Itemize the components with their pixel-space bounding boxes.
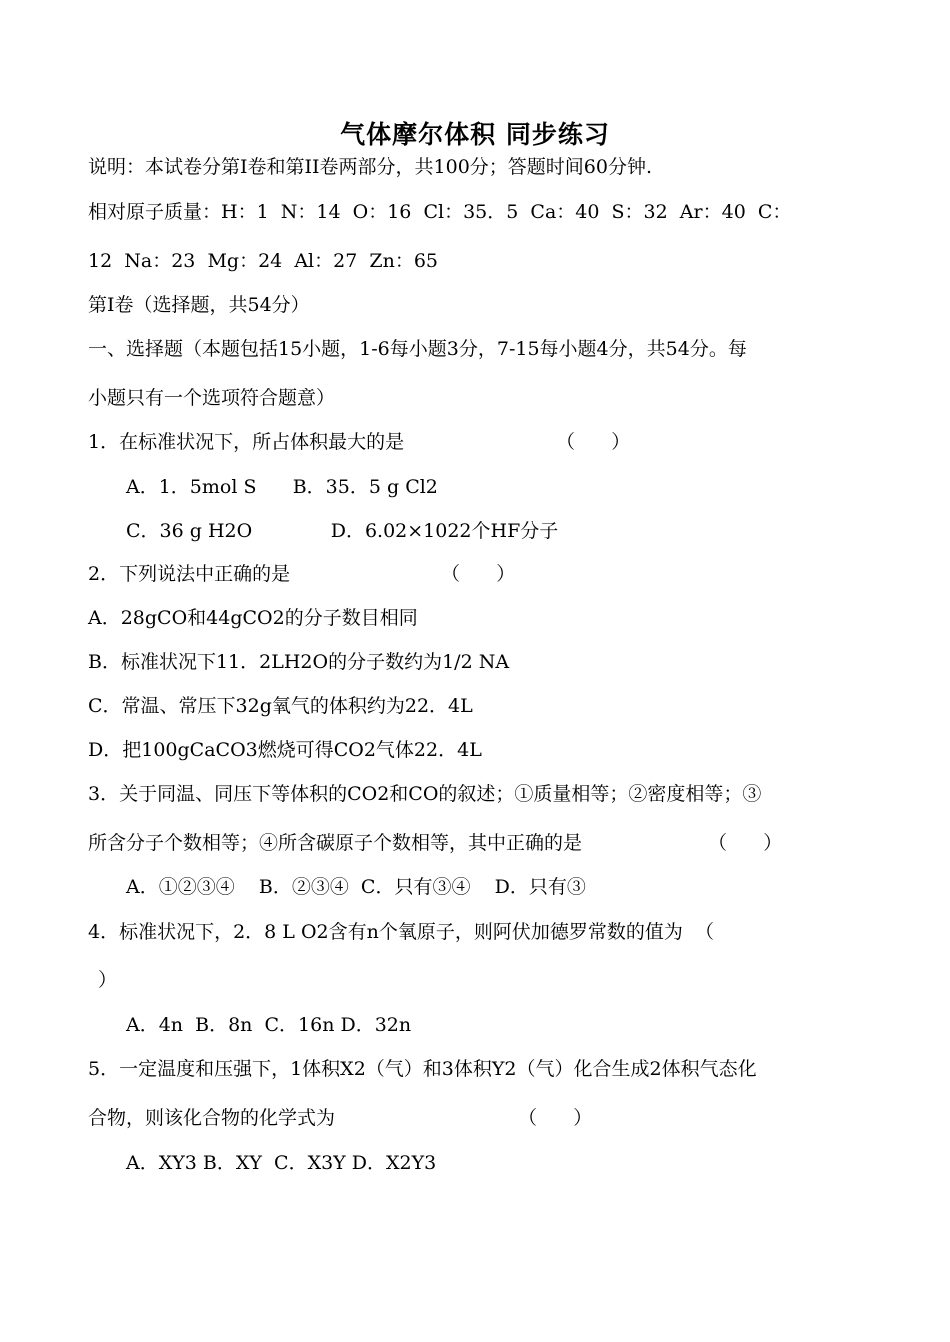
atomic-mass-line-1: 相对原子质量：H：1 N：14 O：16 Cl：35．5 Ca：40 S：32 Ar：40 C： [88,201,792,223]
question-5-stem-line-2: 合物，则该化合物的化学式为 [88,1107,336,1129]
section-heading-line-1: 一、选择题（本题包括15小题，1-6每小题3分，7-15每小题4分，共54分。每 [88,338,747,360]
question-2-answer-bracket: （ ） [441,563,516,585]
question-5-answer-bracket: （ ） [518,1107,593,1129]
question-2-option-d: D．把100gCaCO3燃烧可得CO2气体22．4L [88,739,482,761]
question-1-answer-bracket: （ ） [556,431,631,453]
atomic-mass-line-2: 12 Na：23 Mg：24 Al：27 Zn：65 [88,250,439,272]
exam-note: 说明：本试卷分第I卷和第II卷两部分，共100分；答题时间60分钟. [88,156,652,178]
question-2-option-a: A．28gCO和44gCO2的分子数目相同 [88,607,418,629]
question-2-option-c: C．常温、常压下32g氧气的体积约为22．4L [88,695,473,717]
question-3-stem-line-2: 所含分子个数相等；④所含碳原子个数相等，其中正确的是 [88,832,583,854]
question-1-options-cd: C．36 g H2O D．6.02×1022个HF分子 [126,520,559,542]
page-title: 气体摩尔体积 同步练习 [340,120,610,149]
question-4-stem-line-2: ） [98,969,118,991]
question-2-option-b: B．标准状况下11．2LH2O的分子数约为1/2 NA [88,651,510,673]
question-3-stem-line-1: 3．关于同温、同压下等体积的CO2和CO的叙述；①质量相等；②密度相等；③ [88,783,762,805]
question-3-options: A．①②③④ B．②③④ C．只有③④ D．只有③ [126,876,586,898]
question-1-stem: 1．在标准状况下，所占体积最大的是 [88,431,405,453]
question-4-options: A．4n B．8n C．16n D．32n [126,1014,412,1036]
section-heading-line-2: 小题只有一个选项符合题意） [88,387,336,409]
volume-heading: 第I卷（选择题，共54分） [88,294,310,316]
question-3-answer-bracket: （ ） [708,832,783,854]
question-5-options: A．XY3 B．XY C．X3Y D．X2Y3 [126,1152,437,1174]
question-1-options-ab: A．1．5mol S B．35．5 g Cl2 [126,476,438,498]
question-5-stem-line-1: 5．一定温度和压强下，1体积X2（气）和3体积Y2（气）化合生成2体积气态化 [88,1058,757,1080]
question-2-stem: 2．下列说法中正确的是 [88,563,291,585]
question-4-stem-line-1: 4．标准状况下，2．8 L O2含有n个氧原子，则阿伏加德罗常数的值为 （ [88,921,714,943]
